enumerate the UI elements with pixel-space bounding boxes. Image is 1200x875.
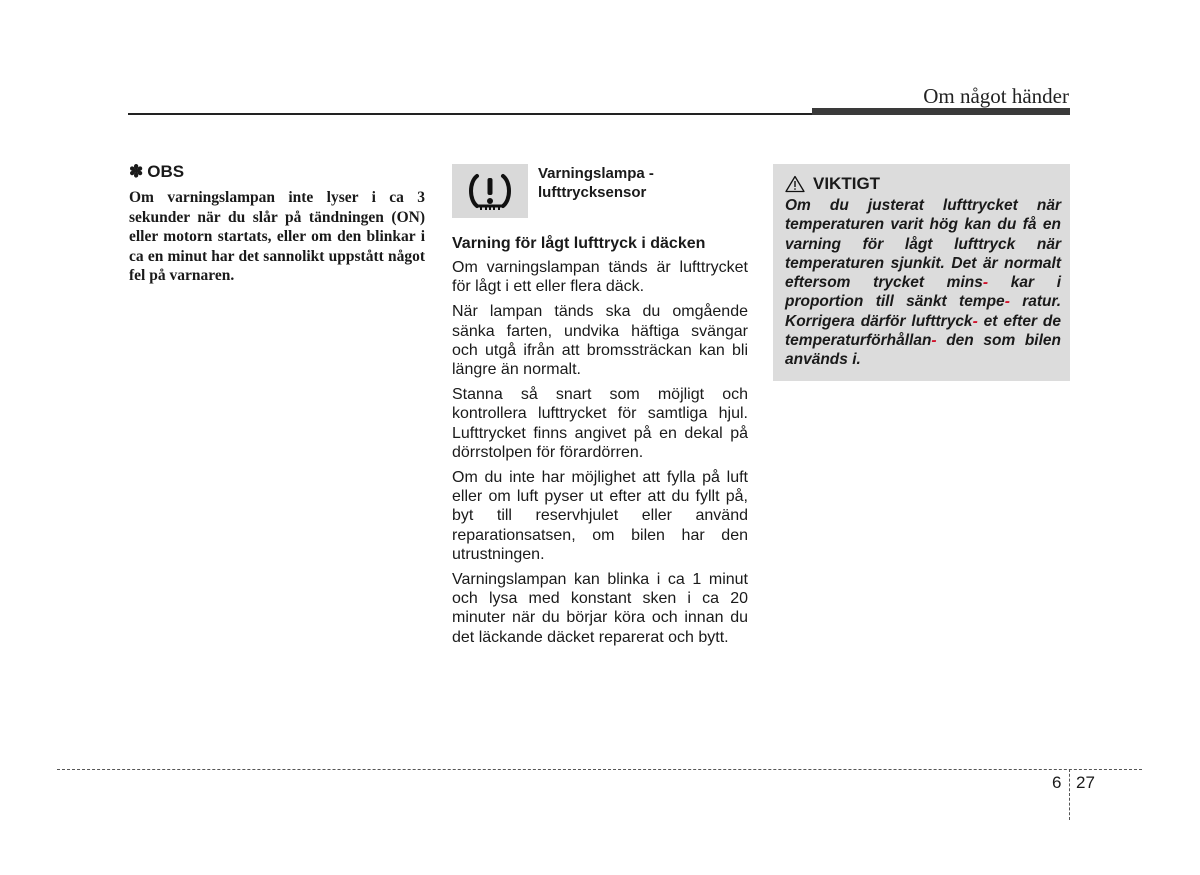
paragraph: Stanna så snart som möjligt och kontrollera lufttrycket för samtliga hjul. Lufttrycket finns angivet på en dekal på dörrstolpen för förardörren. <box>452 386 748 461</box>
hyphen-mark: - <box>1004 293 1010 311</box>
viktigt-text-part: Om du justerat lufttrycket när temperaturen varit hög kan du få en varning för lågt lufttryck när temperaturen sjunkit. Det är normalt eftersom trycket mins <box>785 197 1061 292</box>
obs-symbol: ✽ <box>129 162 144 181</box>
lamp-title <box>538 164 654 202</box>
paragraph: Om varningslampan tänds är lufttrycket för lågt i ett eller flera däck. <box>452 259 748 296</box>
footer-divider <box>1069 769 1070 820</box>
viktigt-heading-label: VIKTIGT <box>813 174 881 193</box>
hyphen-mark: - <box>972 312 978 330</box>
obs-note <box>129 162 425 286</box>
paragraph: Varningslampan kan blinka i ca 1 minut och lysa med konstant sken i ca 20 minuter när du börjar köra och innan du det läckande däcket reparerat och bytt. <box>452 571 748 646</box>
viktigt-text-part: kar i proportion till sänkt tempe <box>785 274 1062 311</box>
header-rule-accent <box>812 108 1070 115</box>
page-number: 27 <box>1076 773 1095 792</box>
obs-text: Om varningslampan inte lyser i ca 3 sekunder när du slår på tändningen (ON) eller motorn startats, eller om den blinkar i ca en minut har det sannolikt uppstått något fel på varnaren. <box>129 189 425 284</box>
obs-heading-label: OBS <box>147 162 185 181</box>
viktigt-text <box>785 196 1061 370</box>
tire-pressure-warning-icon <box>452 164 528 218</box>
warning-triangle-icon <box>785 175 805 193</box>
paragraph: Om du inte har möjlighet att fylla på luft eller om luft pyser ut efter att du fyllt på, byt till reservhjulet eller använd reparationsatsen, om bilen har den utrustningen. <box>452 469 748 563</box>
lamp-header <box>452 164 748 222</box>
viktigt-heading <box>785 174 1061 194</box>
footer-rule <box>57 769 1142 770</box>
viktigt-box <box>773 164 1070 381</box>
subheading: Varning för lågt lufttryck i däcken <box>452 235 706 252</box>
obs-heading <box>129 162 425 182</box>
viktigt-text-part: den som bilen används i. <box>785 332 1061 369</box>
main-column <box>452 164 748 653</box>
viktigt-text-part: et efter de temperaturförhållan <box>785 312 1061 350</box>
lamp-title-line1: Varningslampa - <box>538 165 654 182</box>
viktigt-text-part: ratur. Korrigera därför lufttryck <box>785 293 1061 330</box>
section-title: Om något händer <box>923 84 1069 108</box>
header-rule <box>128 113 812 115</box>
lamp-title-line2: lufttrycksensor <box>538 184 647 201</box>
chapter-number: 6 <box>1052 773 1062 792</box>
hyphen-mark: - <box>982 274 989 292</box>
paragraph: När lampan tänds ska du omgående sänka farten, undvika häftiga svängar och utgå ifrån att bromssträckan kan bli längre än normalt. <box>452 303 748 379</box>
hyphen-mark: - <box>931 332 937 350</box>
